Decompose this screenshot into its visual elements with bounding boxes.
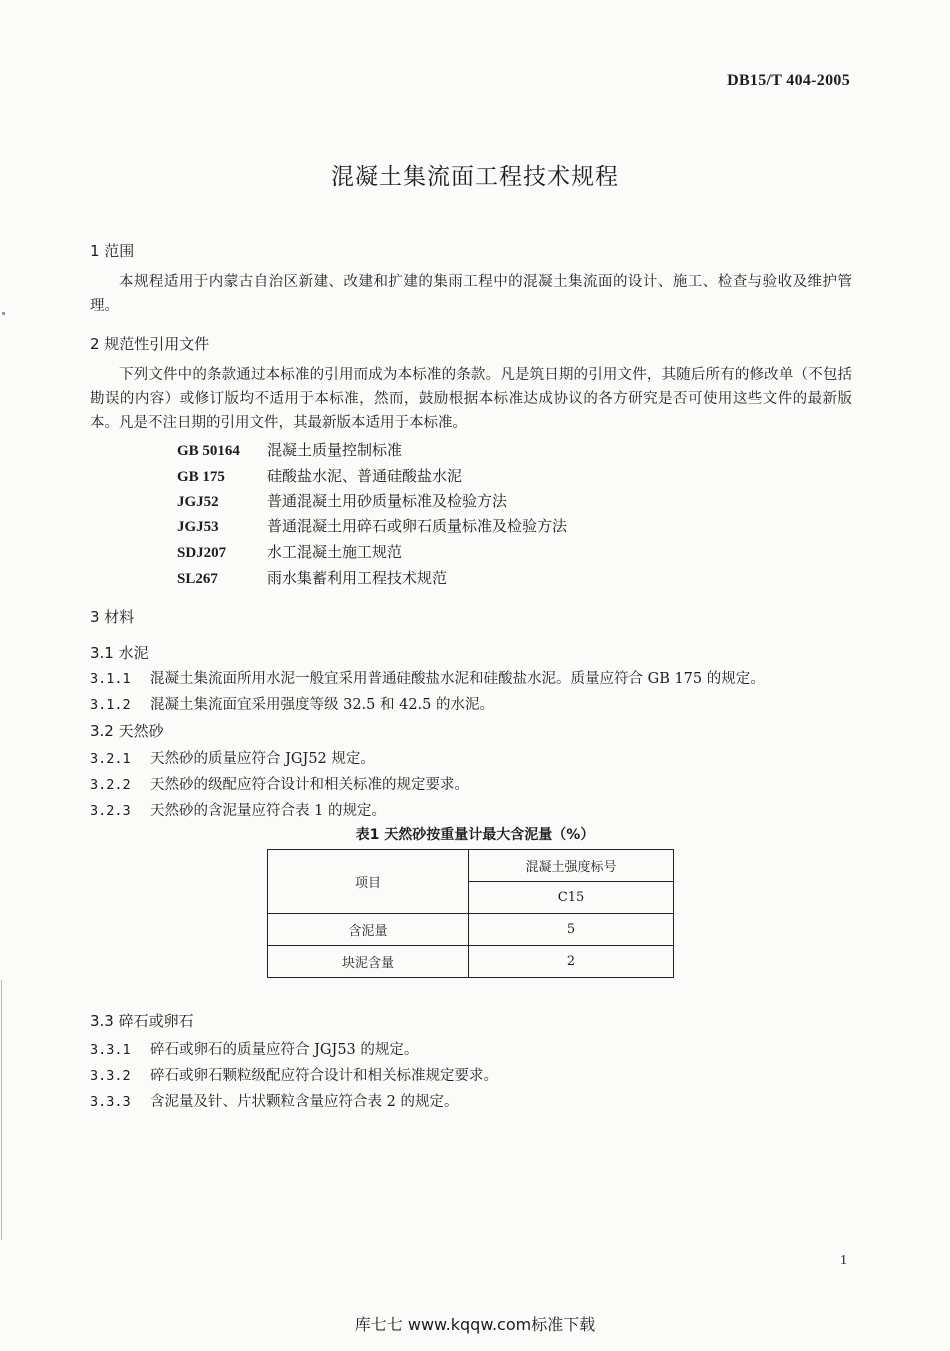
clause-3-3-2 — [90, 1064, 498, 1085]
section-2-body: 下列文件中的条款通过本标准的引用而成为本标准的条款。凡是筑日期的引用文件，其随后所有的修改单（不包括勘误的内容）或修订版均不适用于本标准，然而，鼓励根据本标准达成协议的各方研究是否可使用这些文件的最新版本。凡是不注日期的引用文件，其最新版本适用于本标准。 — [90, 367, 852, 431]
ref-name: 水工混凝土施工规范 — [267, 543, 403, 561]
table-header-strength: 混凝土强度标号 — [469, 850, 674, 882]
clause-3-1-1 — [90, 667, 765, 688]
clause-3-1-2 — [90, 693, 494, 714]
clause-number: 3.3.2 — [90, 1068, 131, 1084]
ref-item — [177, 567, 447, 588]
ref-code: GB 50164 — [177, 443, 240, 459]
ref-item — [177, 515, 567, 536]
clause-3-2-2 — [90, 773, 469, 794]
table-1-caption: 表1 天然砂按重量计最大含泥量（%） — [355, 827, 595, 843]
clause-text: 混凝土集流面所用水泥一般宜采用普通硅酸盐水泥和硅酸盐水泥。质量应符合 GB 175 的规定。 — [150, 671, 765, 687]
ref-code: JGJ52 — [177, 494, 219, 510]
table-cell-item: 含泥量 — [268, 914, 469, 946]
clause-number: 3.2.1 — [90, 751, 131, 767]
clause-number: 3.2.3 — [90, 803, 131, 819]
section-1-body: 本规程适用于内蒙古自治区新建、改建和扩建的集雨工程中的混凝土集流面的设计、施工、检查与验收及维护管理。 — [90, 274, 852, 314]
clause-text: 天然砂的含泥量应符合表 1 的规定。 — [150, 803, 386, 819]
footer-watermark: 库七七 www.kqqw.com标准下载 — [354, 1315, 596, 1334]
clause-text: 碎石或卵石颗粒级配应符合设计和相关标准规定要求。 — [150, 1068, 498, 1084]
ref-item — [177, 541, 402, 562]
table-row — [268, 946, 674, 978]
clause-number: 3.2.2 — [90, 777, 131, 793]
table-header-grade: C15 — [469, 882, 674, 914]
ref-item — [177, 465, 462, 486]
section-2-heading: 2 规范性引用文件 — [90, 335, 210, 353]
ref-name: 普通混凝土用砂质量标准及检验方法 — [267, 492, 508, 510]
clause-number: 3.1.1 — [90, 671, 131, 687]
clause-3-3-3 — [90, 1090, 458, 1111]
ref-item — [177, 490, 507, 511]
scan-edge-line — [1, 980, 2, 1240]
ref-name: 混凝土质量控制标准 — [267, 441, 403, 459]
section-3-heading: 3 材料 — [90, 608, 135, 626]
clause-3-2-3 — [90, 799, 386, 820]
ref-code: SDJ207 — [177, 545, 227, 561]
clause-text: 天然砂的级配应符合设计和相关标准的规定要求。 — [150, 777, 469, 793]
table-cell-value: 2 — [469, 946, 674, 978]
ref-code: JGJ53 — [177, 519, 219, 535]
table-row — [268, 914, 674, 946]
section-1-heading: 1 范围 — [90, 242, 135, 260]
clause-text: 混凝土集流面宜采用强度等级 32.5 和 42.5 的水泥。 — [150, 697, 495, 713]
section-3-1-heading: 3.1 水泥 — [90, 644, 149, 662]
table-cell-value: 5 — [469, 914, 674, 946]
ref-code: GB 175 — [177, 469, 225, 485]
ref-code: SL267 — [177, 571, 218, 587]
table-1 — [267, 849, 674, 978]
scan-dot — [2, 312, 5, 315]
ref-item — [177, 439, 402, 460]
clause-text: 碎石或卵石的质量应符合 JGJ53 的规定。 — [150, 1042, 419, 1058]
page-number: 1 — [840, 1253, 847, 1268]
ref-name: 普通混凝土用碎石或卵石质量标准及检验方法 — [267, 517, 568, 535]
section-3-3-heading: 3.3 碎石或卵石 — [90, 1012, 194, 1030]
clause-3-2-1 — [90, 747, 375, 768]
ref-name: 硅酸盐水泥、普通硅酸盐水泥 — [267, 467, 463, 485]
table-header-item: 项目 — [268, 850, 469, 914]
clause-number: 3.3.1 — [90, 1042, 131, 1058]
clause-text: 含泥量及针、片状颗粒含量应符合表 2 的规定。 — [150, 1094, 459, 1110]
clause-text: 天然砂的质量应符合 JGJ52 规定。 — [150, 751, 375, 767]
clause-3-3-1 — [90, 1038, 418, 1059]
standard-code: DB15/T 404-2005 — [727, 72, 850, 89]
table-cell-item: 块泥含量 — [268, 946, 469, 978]
section-3-2-heading: 3.2 天然砂 — [90, 722, 164, 740]
clause-number: 3.3.3 — [90, 1094, 131, 1110]
document-title: 混凝土集流面工程技术规程 — [331, 164, 619, 190]
ref-name: 雨水集蓄利用工程技术规范 — [267, 569, 448, 587]
clause-number: 3.1.2 — [90, 697, 131, 713]
